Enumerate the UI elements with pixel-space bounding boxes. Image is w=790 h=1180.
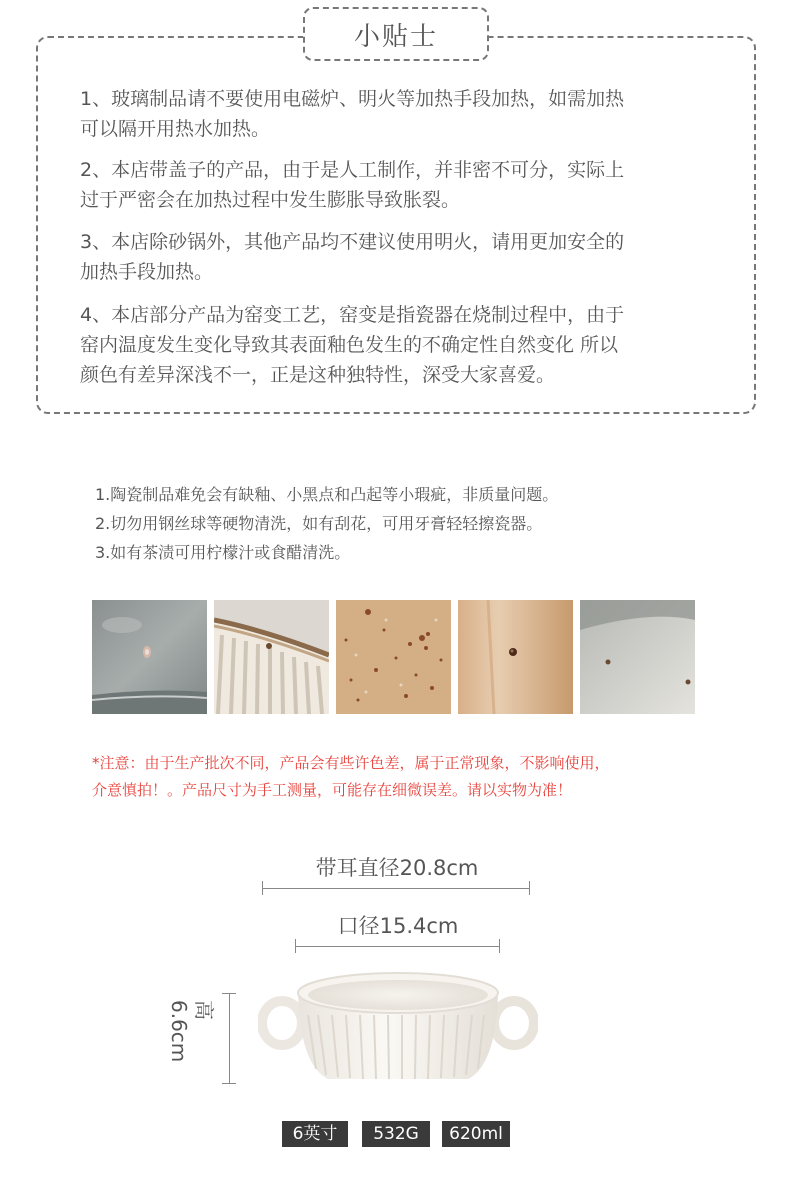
- defect-photo-grey-plate: [580, 600, 695, 714]
- mouth-diameter-tick-left: [295, 939, 296, 953]
- width-with-handles-label: 带耳直径20.8cm: [315, 856, 479, 880]
- spec-volume-badge: 620ml: [442, 1121, 510, 1147]
- tip-4-line-1: 4、本店部分产品为窑变工艺，窑变是指瓷器在烧制过程中，由于: [80, 304, 625, 326]
- height-tick-bottom: [222, 1083, 236, 1084]
- width-with-handles-tick-left: [262, 881, 263, 895]
- spec-weight-badge: 532G: [362, 1121, 430, 1147]
- warning-line-2: 介意慎拍！。产品尺寸为手工测量，可能存在细微误差。请以实物为准！: [92, 781, 573, 799]
- spec-size-badge: 6英寸: [282, 1121, 348, 1147]
- defect-photo-black-dot: [458, 600, 573, 714]
- tips-title-badge: [303, 7, 489, 61]
- color-difference-warning: [92, 750, 712, 804]
- bowl-illustration: [258, 965, 538, 1090]
- care-notes: [95, 480, 558, 567]
- tips-title: 小贴士: [353, 21, 438, 52]
- note-1: 1.陶瓷制品难免会有缺釉、小黑点和凸起等小瑕疵，非质量问题。: [95, 485, 559, 504]
- tip-item-1: [80, 84, 720, 144]
- tip-2-line-1: 2、本店带盖子的产品，由于是人工制作，并非密不可分，实际上: [80, 159, 625, 181]
- height-line: [229, 993, 230, 1084]
- note-3: 3.如有茶渍可用柠檬汁或食醋清洗。: [95, 543, 351, 562]
- defect-photo-ribbed-rim: [214, 600, 329, 714]
- tip-4-line-2: 窑内温度发生变化导致其表面釉色发生的不确定性自然变化 所以: [80, 334, 619, 356]
- width-with-handles-tick-right: [529, 881, 530, 895]
- width-with-handles-line: [262, 888, 530, 889]
- tip-item-2: [80, 155, 720, 215]
- tip-2-line-2: 过于严密会在加热过程中发生膨胀导致胀裂。: [80, 189, 461, 211]
- defect-photo-grey-chip: [92, 600, 207, 714]
- tip-3-line-2: 加热手段加热。: [80, 261, 214, 283]
- tip-item-4: [80, 300, 720, 390]
- warning-line-1: *注意：由于生产批次不同，产品会有些许色差，属于正常现象，不影响使用，: [92, 754, 610, 772]
- mouth-diameter-tick-right: [499, 939, 500, 953]
- note-2: 2.切勿用钢丝球等硬物清洗，如有刮花，可用牙膏轻轻擦瓷器。: [95, 514, 543, 533]
- mouth-diameter-line: [295, 946, 500, 947]
- defect-photo-speckled-glaze: [336, 600, 451, 714]
- height-tick-top: [222, 993, 236, 994]
- height-label: 高6.6cm: [167, 1000, 216, 1063]
- tip-1-line-2: 可以隔开用热水加热。: [80, 118, 271, 140]
- tip-item-3: [80, 227, 720, 287]
- tip-4-line-3: 颜色有差异深浅不一，正是这种独特性，深受大家喜爱。: [80, 364, 556, 386]
- tip-1-line-1: 1、玻璃制品请不要使用电磁炉、明火等加热手段加热，如需加热: [80, 88, 625, 110]
- mouth-diameter-label: 口径15.4cm: [337, 914, 459, 938]
- defect-photo-strip: [92, 600, 696, 714]
- tip-3-line-1: 3、本店除砂锅外，其他产品均不建议使用明火，请用更加安全的: [80, 231, 625, 253]
